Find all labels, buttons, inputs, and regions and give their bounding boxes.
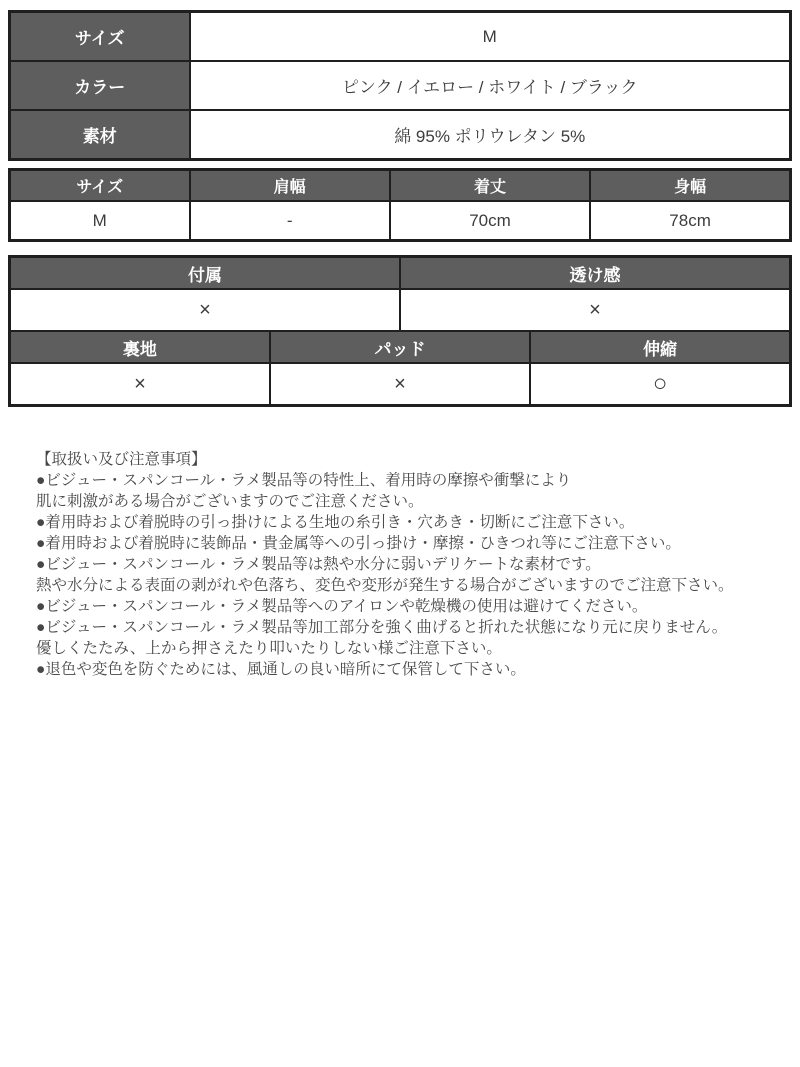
features-table <box>8 255 792 407</box>
note-line: ●退色や変色を防ぐためには、風通しの良い暗所にて保管して下さい。 <box>36 661 526 678</box>
size-col-header: サイズ <box>10 170 190 202</box>
stretch-value: ○ <box>530 363 790 406</box>
note-line: ●ビジュー・スパンコール・ラメ製品等の特性上、着用時の摩擦や衝撃により <box>36 472 572 489</box>
note-line: 熱や水分による表面の剥がれや色落ち、変色や変形が発生する場合がございますのでご注意下さい。 <box>36 577 734 594</box>
product-summary-table <box>8 10 792 161</box>
notes-title: 【取扱い及び注意事項】 <box>36 451 207 468</box>
material-row-value: 綿 95% ポリウレタン 5% <box>190 110 791 160</box>
length-value: 70cm <box>390 201 590 241</box>
table-row <box>10 363 791 406</box>
body-width-value: 78cm <box>590 201 790 241</box>
body-width-col-header: 身幅 <box>590 170 790 202</box>
color-row-value: ピンク / イエロー / ホワイト / ブラック <box>190 61 791 110</box>
handling-notes <box>36 449 764 680</box>
note-line: 優しくたたみ、上から押さえたり叩いたりしない様ご注意下さい。 <box>36 640 502 657</box>
measurements-table <box>8 168 792 242</box>
lining-value: × <box>10 363 270 406</box>
accessories-header: 付属 <box>10 257 400 290</box>
table-row <box>10 12 791 62</box>
shoulder-width-value: - <box>190 201 390 241</box>
shoulder-width-col-header: 肩幅 <box>190 170 390 202</box>
table-row <box>10 201 791 241</box>
size-row-value: M <box>190 12 791 62</box>
lining-header: 裏地 <box>10 331 270 363</box>
material-row-label: 素材 <box>10 110 190 160</box>
sheerness-value: × <box>400 289 791 331</box>
note-line: ●着用時および着脱時の引っ掛けによる生地の糸引き・穴あき・切断にご注意下さい。 <box>36 514 635 531</box>
table-header-row <box>10 331 791 363</box>
stretch-header: 伸縮 <box>530 331 790 363</box>
table-header-row <box>10 257 791 290</box>
note-line: ●着用時および着脱時に装飾品・貴金属等への引っ掛け・摩擦・ひきつれ等にご注意下さい。 <box>36 535 681 552</box>
accessories-value: × <box>10 289 400 331</box>
pad-value: × <box>270 363 530 406</box>
note-line: ●ビジュー・スパンコール・ラメ製品等へのアイロンや乾燥機の使用は避けてください。 <box>36 598 648 615</box>
pad-header: パッド <box>270 331 530 363</box>
table-header-row <box>10 170 791 202</box>
size-row-label: サイズ <box>10 12 190 62</box>
table-row <box>10 110 791 160</box>
note-line: ●ビジュー・スパンコール・ラメ製品等は熱や水分に弱いデリケートな素材です。 <box>36 556 601 573</box>
color-row-label: カラー <box>10 61 190 110</box>
note-line: ●ビジュー・スパンコール・ラメ製品等加工部分を強く曲げると折れた状態になり元に戻りません。 <box>36 619 728 636</box>
size-value: M <box>10 201 190 241</box>
length-col-header: 着丈 <box>390 170 590 202</box>
table-row <box>10 289 791 331</box>
table-row <box>10 61 791 110</box>
note-line: 肌に刺激がある場合がございますのでご注意ください。 <box>36 493 424 510</box>
sheerness-header: 透け感 <box>400 257 791 290</box>
